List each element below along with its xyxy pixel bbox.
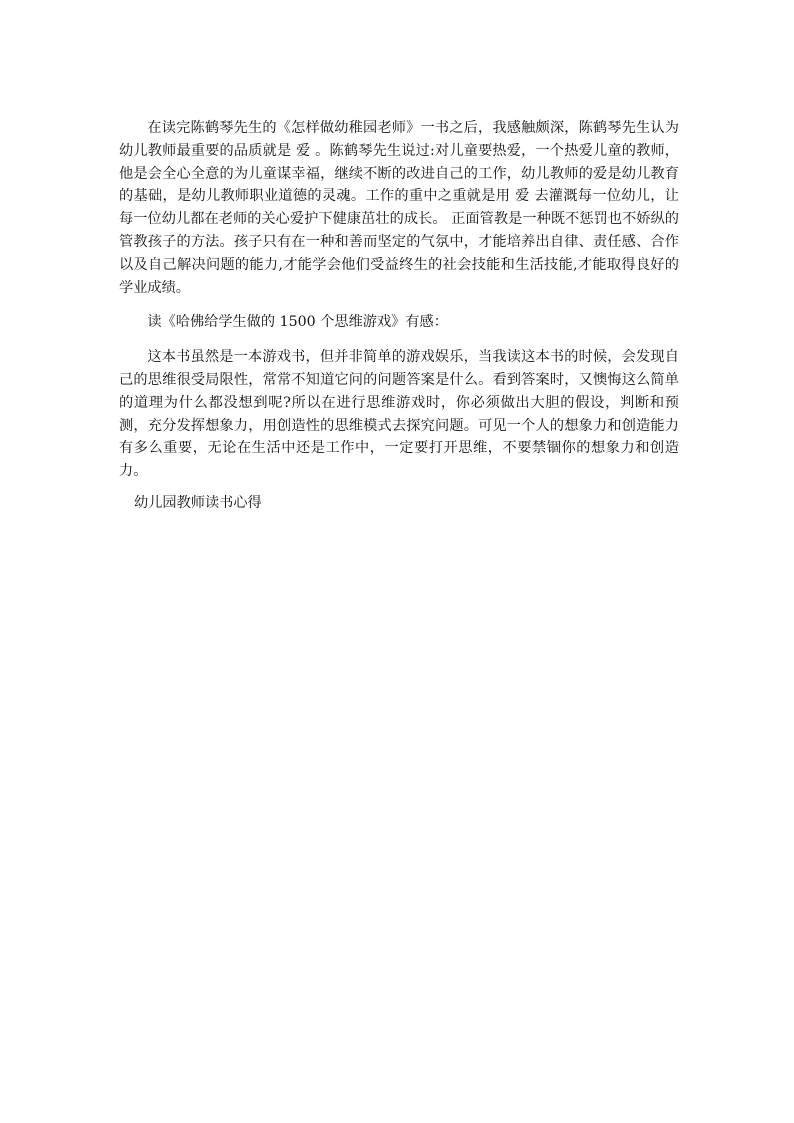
paragraph-chen-heqin-reflection: 在读完陈鹤琴先生的《怎样做幼稚园老师》一书之后，我感触颇深，陈鹤琴先生认为幼儿教师最重要的品质就是 爱 。陈鹤琴先生说过:对儿童要热爱，一个热爱儿童的教师，他是会全心全意的为儿童谋幸福，继续不断的改进自己的工作，幼儿教师的爱是幼儿教育的基础，是幼儿教师职业道德的灵魂。工作的重中之重就是用 爱 去灌溉每一位幼儿，让每一位幼儿都在老师的关心爱护下健康茁壮的成长。 正面管教是一种既不惩罚也不娇纵的管教孩子的方法。孩子只有在一种和善而坚定的气氛中，才能培养出自律、责任感、合作以及自己解决问题的能力,才能学会他们受益终生的社会技能和生活技能,才能取得良好的学业成绩。	[119, 120, 679, 296]
paragraph-harvard-games-reflection: 这本书虽然是一本游戏书，但并非简单的游戏娱乐，当我读这本书的时候，会发现自己的思维很受局限性，常常不知道它问的问题答案是什么。看到答案时，又懊悔这么简单的道理为什么都没想到呢?所以在进行思维游戏时，你必须做出大胆的假设，判断和预测，充分发挥想象力，用创造性的思维模式去探究问题。可见一个人的想象力和创造能力有多么重要，无论在生活中还是工作中，一定要打开思维，不要禁锢你的想象力和创造力。	[119, 349, 679, 480]
document-body	[119, 117, 679, 483]
document-footer-title: 幼儿园教师读书心得	[134, 495, 262, 511]
paragraph-harvard-games-heading: 读《哈佛给学生做的 1500 个思维游戏》有感：	[147, 314, 448, 331]
